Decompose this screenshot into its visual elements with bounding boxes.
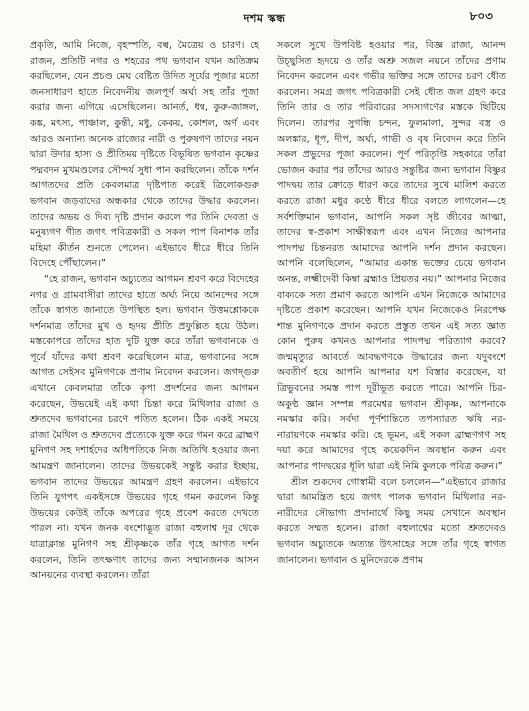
left-paragraph-1: প্রকৃতি, আমি নিজে, বৃহস্পতি, বল্ব, মৈত্রেয় ও চারণ। হে রাজন, প্রতিটি নগর ও শহরের পথ ভগবান যখন অতিক্রম করছিলেন, যেন প্রচণ্ড মেঘ বেষ্টিত উদিত সূর্যের পূজার মতো জনসাধারণ হাতে নিবেদনীয় জলপূর্ণ অর্ঘ্য সহ তাঁর পূজা করার জন্য এগিয়ে এসেছিলেন। আনর্ত, ধন্ব, কুরু-জাঙ্গল, কঙ্ক, মৎস্য, পাঞ্চাল, কুন্তী, মধু, কেকয়, কোশল, অর্ণ এবং আরও অন্যান্য অনেক রাজ্যের নারী ও পুরুষগণ তাদের নয়ন দ্বারা উদার হাস্য ও প্রীতিময় দৃষ্টিতে বিভূষিত ভগবান কৃষ্ণের পদ্মবদন মুখমণ্ডলের সৌন্দর্য সুধা পান করছিলেন। তাঁকে দর্শন আগতদের প্রতি কেবলমাত্র দৃষ্টিপাত করেই ত্রিলোকগুরু ভগবান জড়বাদের অন্ধকার থেকে তাদের উদ্ধার করলেন। তাদের অভয় ও দিব্য দৃষ্টি প্রদান করলে পর তিনি দেবতা ও মনুষ্যগণ গীত জগৎ পবিত্রকারী ও সকল পাপ বিনাশক তাঁর মহিমা কীর্তন শুনতে পেলেন। এইভাবে ধীরে ধীরে তিনি বিদেহে পৌঁছালেন।” xyxy=(30,40,259,270)
right-paragraph-1: সকলে সুখে উপবিষ্ট হওয়ার পর, বিজ্ঞ রাজা, আনন্দ উচ্ছ্বসিত হৃদয়ে ও তাঁর অশ্রু সজল নয়নে তাঁদের প্রণাম নিবেদন করলেন এবং গভীর ভক্তির সঙ্গে তাদের চরণ ধৌত করলেন। সমগ্র জগৎ পবিত্রকারী সেই ধৌত জল গ্রহণ করে তিনি তার ও তার পরিবারের সদস্যগণের মস্তকে ছিটিয়ে দিলেন। তারপর সুগন্ধি চন্দন, ফুলমালা, সুন্দর বস্ত্র ও অলঙ্কার, ধূপ, দীপ, অর্ঘ্য, গাভী ও বৃষ নিবেদন করে তিনি সকল প্রভুদের পূজা করলেন। পূর্ণ পরিতৃপ্তি সহকারে তাঁরা ভোজন করার পর তাঁদের আরও সন্তুষ্টির জন্য ভগবান বিষ্ণুর পাদদ্বয় তার ক্রোড়ে ধারণ করে তাদের সুখে মালিশ করতে করতে রাজা মধুর কণ্ঠে ধীরে ধীরে বলতে লাগলেন—হে সর্বশক্তিমান ভগবান, আপনি সকল সৃষ্ট জীবের আত্মা, তাদের স্ব-প্রকাশ সাক্ষীস্বরূপ এবং এখন নিজের আপনার পাদপদ্ম চিন্তনরত আমাদের আপনি দর্শন প্রদান করছেন। আপনি বলেছিলেন, “আমার একান্ত ভক্তের চেয়ে ভগবান অনন্ত, লক্ষ্মীদেবী কিম্বা ব্রহ্মাও প্রিয়তর নয়।” আপনার নিজের বাক্যকে সত্য প্রমাণ করতে আপনি এখন নিজেকে আমাদের দৃষ্টিতে প্রকাশ করেছেন। আপনি যখন নিজেকেও নিরপেক্ষ শান্ত মুনিগণকে প্রদান করতে প্রস্তুত তখন এই সত্য জ্ঞাত কোন পুরুষ কখনও আপনার পাদপদ্ম পরিত্যাগ করবে? জন্মমৃত্যুর আবর্তে আবদ্ধগণকে উদ্ধারের জন্য যদুবংশে অবতীর্ণ হয়ে আপনি আপনার যশ বিস্তার করেছেন, যা ত্রিভুবনের সমস্ত পাপ দূরীভূত করতে পারে। আপনি চির-অকুণ্ঠ জ্ঞান সম্পন্ন পরমেশ্বর ভগবান শ্রীকৃষ্ণ, আপনাকে নমস্কার করি। সর্বদা পূর্ণশান্তিতে তপস্যারত ঋষি নর-নারায়ণকে নমস্কার করি। হে ভূমন, এই সকল ব্রাহ্মণগণ সহ দয়া করে আমাদের গৃহে কয়েকদিন অবস্থান করুন এবং আপনার পাদদ্বয়ের ধূলি দ্বারা এই নিমি কুলকে পবিত্র করুন।” xyxy=(277,40,506,473)
page-header xyxy=(0,8,529,30)
left-paragraph-2: “হে রাজন, ভগবান অচ্যুতের আগমন শ্রবণ করে বিদেহের নগর ও গ্রামবাসীরা তাদের হাতে অর্ঘ্য নিয়ে আনন্দের সঙ্গে তাঁকে স্বাগত জানাতে উপস্থিত হল। ভগবান উত্তমশ্লোককে দর্শনমাত্র তাঁদের মুখ ও হৃদয় প্রীতি প্রফুল্লিত হয়ে উঠল। মস্তকোপরে তাঁদের হাত দুটি যুক্ত করে তাঁরা ভগবানকে ও পূর্বে যাঁদের কথা শ্রবণ করেছিলেন মাত্র, ভগবানের সঙ্গে আগত সেইসব মুনিগণকে প্রণাম নিবেদন করলেন। জগদ্গুরু এখানে কেবলমাত্র তাঁকে কৃপা প্রদর্শনের জন্য আগমন করেছেন, উভয়েই এই কথা চিন্তা করে মিথিলার রাজা ও শ্রুতদেব ভগবানের চরণে পতিত হলেন। ঠিক একই সময়ে রাজা মৈথিল ও শ্রুতদেব প্রত্যেকে যুক্ত করে গমন করে ব্রাহ্মণ মুনিগণ সহ দশার্হদের অধিপতিকে নিজ অতিথি হওয়ার জন্য আমন্ত্রণ জানালেন। তাদের উভয়কেই সন্তুষ্ট করার ইচ্ছায়, ভগবান তাদের উভয়ের আমন্ত্রণ গ্রহণ করলেন। এইভাবে তিনি যুগপৎ একইসঙ্গে উভয়ের গৃহে গমন করলেন কিন্তু উভয়ের কেউই তাঁকে অপরের গৃহে প্রবেশ করতে দেখতে পারল না। যখন জনক বংশোদ্ভূত রাজা বহুলাশ্ব দূর থেকে যাত্রাক্লান্ত মুনিগণ সহ শ্রীকৃষ্ণকে তাঁর গৃহে আগত দর্শন করলেন, তিনি তৎক্ষণাৎ তাদের জন্য সম্মানজনক আসন আনয়নের ব্যবস্থা করলেন। তাঁরা xyxy=(30,273,259,582)
running-head-title: দশম স্কন্ধ xyxy=(243,12,286,25)
right-paragraph-2: শ্রীল শুকদেব গোস্বামী বলে চললেন—“এইভাবে রাজার দ্বারা আমন্ত্রিত হয়ে জগৎ পালক ভগবান মিথিলার নর-নারীদের সৌভাগ্য প্রদানার্থে কিছু সময় সেখানে অবস্থান করতে সম্মত হলেন। রাজা বহুলাশ্বের মতো শ্রুতদেবও ভগবান অচ্যুতকে অত্যন্ত উৎসাহের সঙ্গে তাঁর গৃহে স্বাগত জানালেন। ভগবান ও মুনিদেরকে প্রণাম xyxy=(277,476,506,566)
left-column xyxy=(30,38,259,706)
page-number: ৮০৩ xyxy=(469,9,493,23)
text-body xyxy=(30,38,506,706)
right-column xyxy=(277,38,506,706)
